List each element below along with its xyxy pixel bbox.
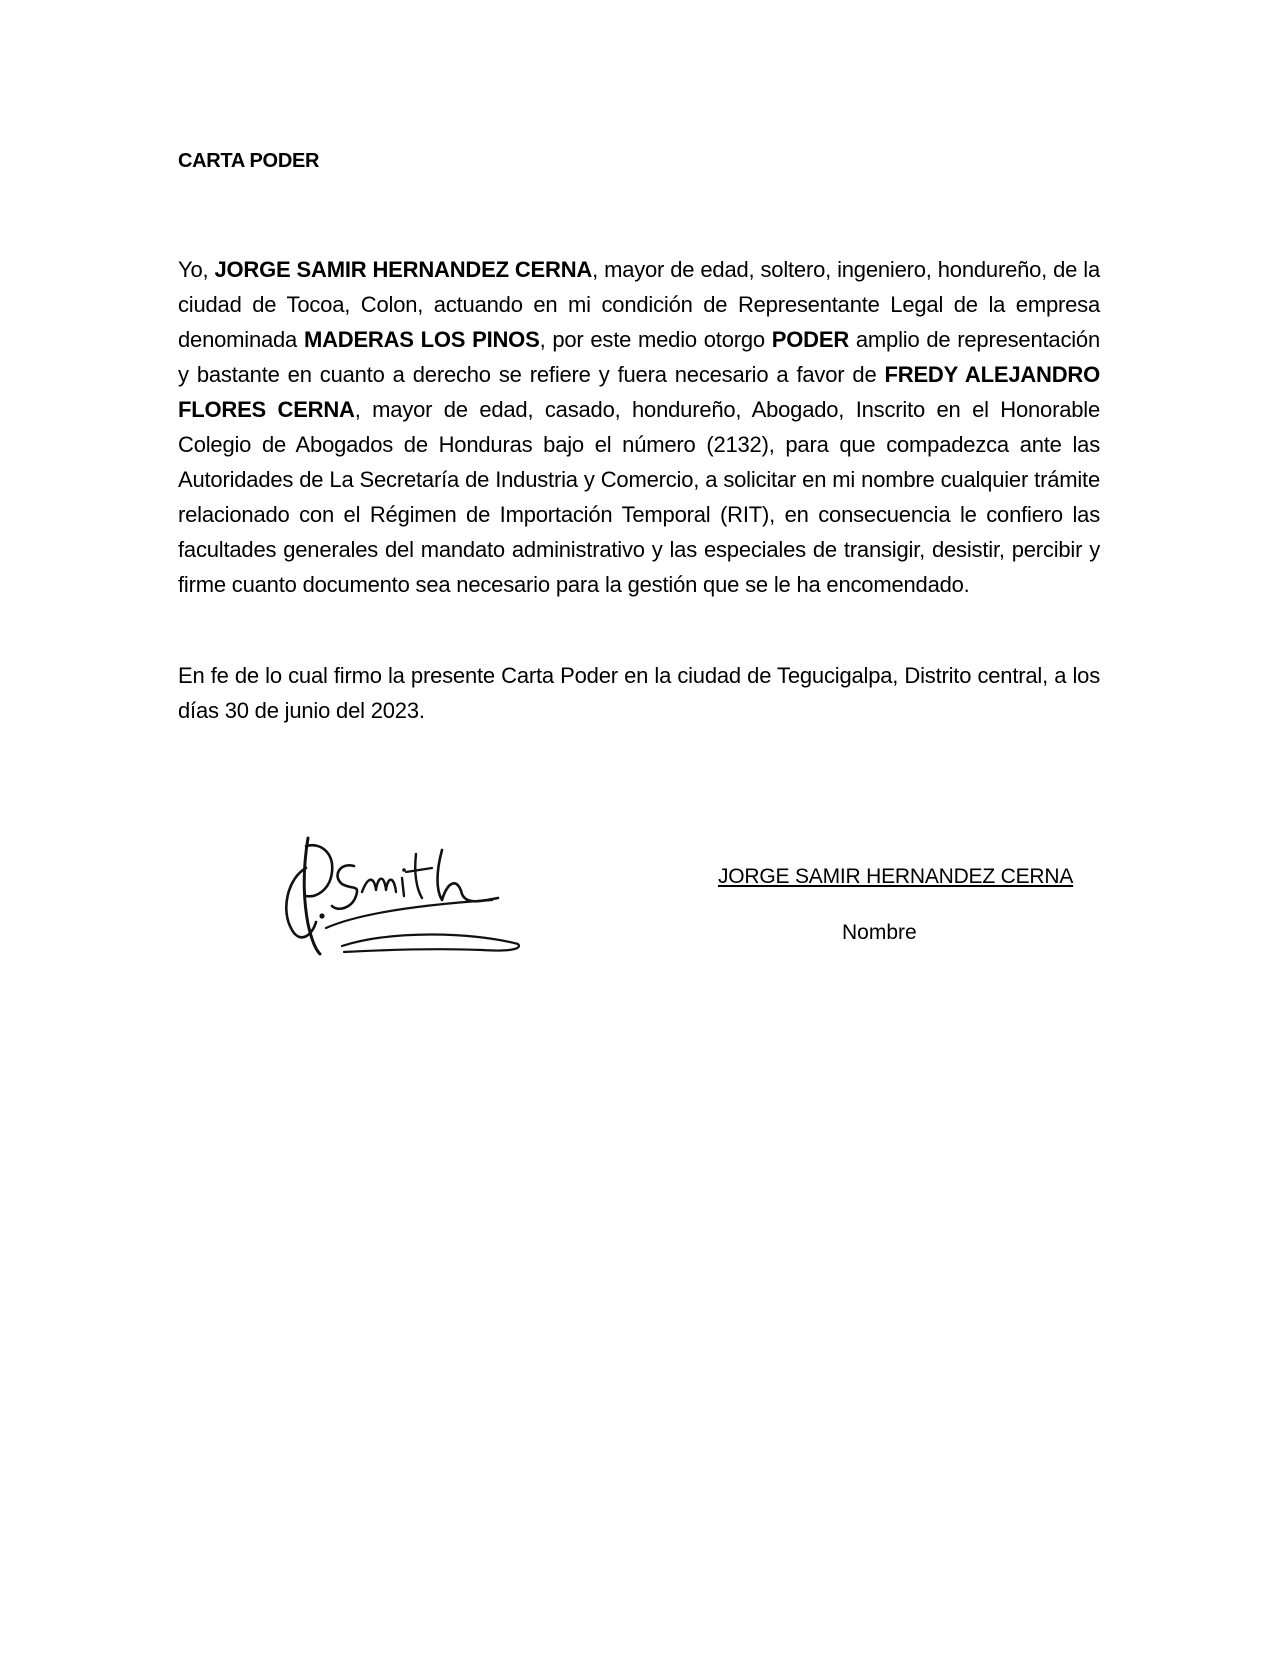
- paragraph-signing-statement: En fe de lo cual firmo la presente Carta Poder en la ciudad de Tegucigalpa, Distrito central, a los días 30 de junio del 2023.: [178, 663, 1100, 723]
- handwritten-signature: [282, 832, 558, 972]
- company-name: MADERAS LOS PINOS: [303, 327, 540, 352]
- signer-label: Nombre: [842, 921, 917, 944]
- para1-text-2: , mayor de edad, soltero, ingeniero, hondureño, de la ciudad de Tocoa, Colon, actuando en mi condición de Representante Legal de la empresa denominada: [178, 257, 1100, 352]
- para1-text-1: Yo,: [178, 257, 215, 282]
- grantor-name: JORGE SAMIR HERNANDEZ CERNA: [214, 257, 593, 282]
- document-title: CARTA PODER: [178, 150, 320, 172]
- power-word: PODER: [771, 327, 850, 352]
- para1-text-4: amplio de representación y bastante en cuanto a derecho se refiere y fuera necesario a favor de: [178, 327, 1101, 387]
- attorney-name: FREDY ALEJANDRO FLORES CERNA: [178, 362, 1101, 422]
- signer-name: JORGE SAMIR HERNANDEZ CERNA: [718, 865, 1074, 888]
- para1-text-5: , mayor de edad, casado, hondureño, Abogado, Inscrito en el Honorable Colegio de Abogados de Honduras bajo el número (2132), para que compadezca ante las Autoridades de La Secretaría de Industria y Comercio, a solicitar en mi nombre cualquier trámite relacionado con el Régimen de Importación Temporal (RIT), en consecuencia le confiero las facultades generales del mandato administrativo y las especiales de transigir, desistir, percibir y firme cuanto documento sea necesario para la gestión que se le ha encomendado.: [178, 397, 1100, 597]
- paragraph-power-grant: [178, 252, 1100, 602]
- para1-text-3: , por este medio otorgo: [539, 327, 772, 352]
